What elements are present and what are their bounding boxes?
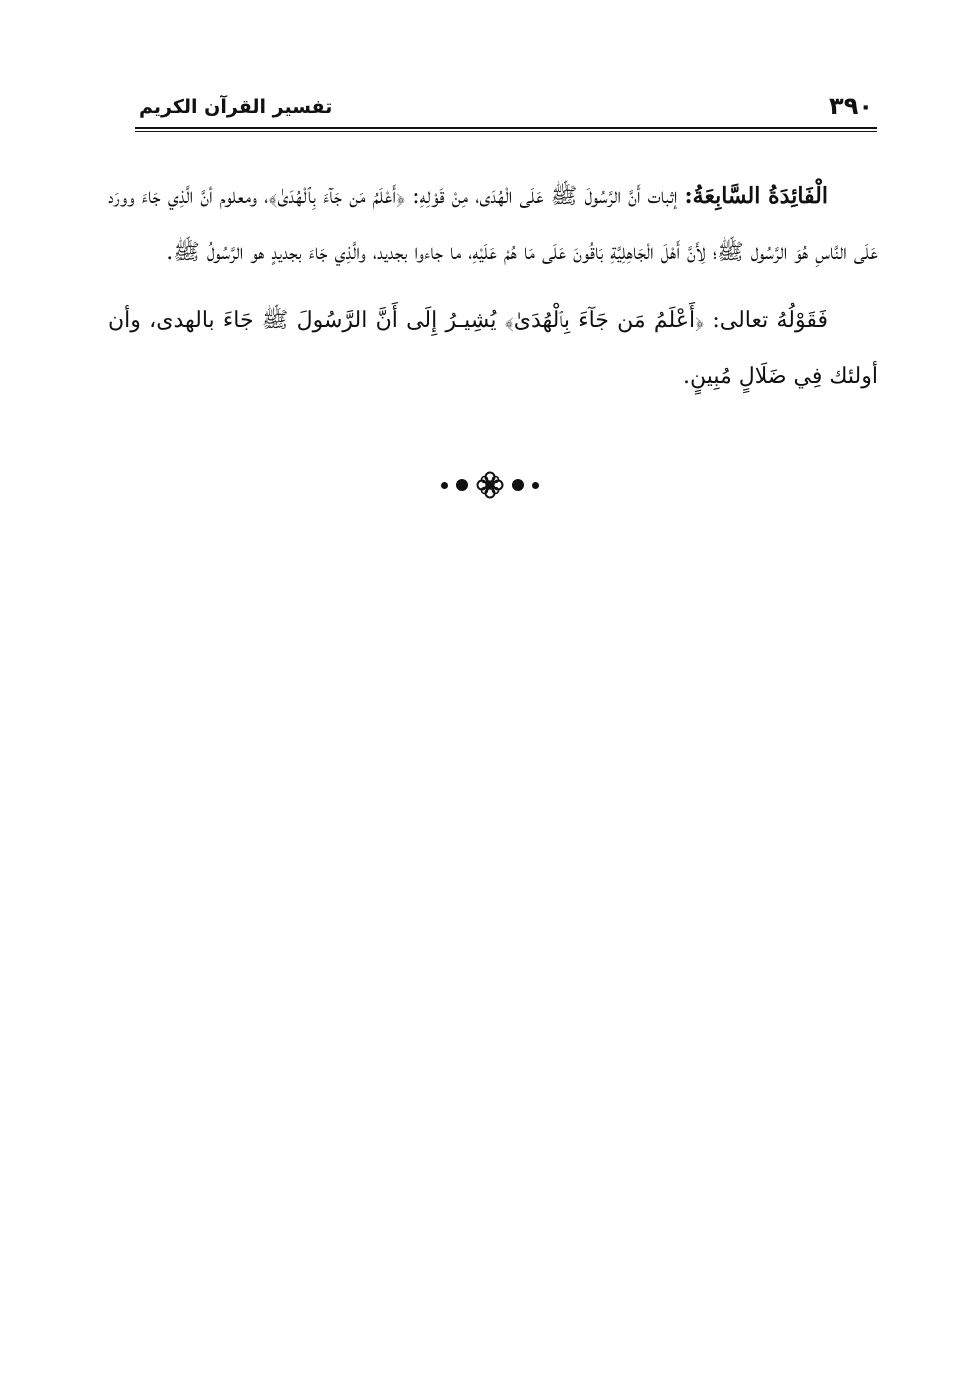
dot-icon — [512, 479, 524, 491]
paragraph-conclusion — [108, 293, 878, 405]
section-separator — [430, 470, 550, 500]
header-rule-thin — [135, 131, 877, 132]
header-rule — [135, 127, 877, 129]
page-number: ٣٩٠ — [829, 92, 873, 120]
dot-icon — [532, 482, 539, 489]
paragraph-benefit-seven — [108, 168, 878, 281]
paragraph-text: إثبات أَنَّ الرَّسُولَ ﷺ عَلَى الْهُدَى، مِنْ قَوْلِهِ: ﴿أَعْلَمُ مَن جَآءَ بِٱلْهُدَىٰ﴾، ومعلوم أنَّ الَّذِي جَاءَ وورَد عَلَى النَّاسِ هُوَ الرَّسُول ﷺ؛ لِأَنَّ أَهْلَ الْجَاهِلِيَّةِ بَاقُونَ عَلَى مَا هُمْ عَلَيْهِ، ما جاءوا بجديد، والَّذِي جَاءَ بجديدٍ هو الرَّسُولُ ﷺ. — [108, 184, 878, 265]
body-text — [108, 168, 878, 417]
dot-icon — [441, 482, 448, 489]
paragraph-text: فَقَوْلُهُ تعالى: ﴿أَعْلَمُ مَن جَآءَ بِٱلْهُدَىٰ﴾ يُشِيـرُ إِلَى أَنَّ الرَّسُولَ ﷺ جَاءَ بالهدى، وأن أولئك فِي ضَلَالٍ مُبِينٍ. — [108, 308, 878, 389]
page-header — [135, 92, 877, 132]
running-title: تفسير القرآن الكريم — [139, 96, 333, 118]
floral-ornament-icon — [476, 471, 504, 499]
benefit-heading: الْفَائِدَةُ السَّابِعَةُ: — [684, 183, 828, 209]
dot-icon — [456, 479, 468, 491]
